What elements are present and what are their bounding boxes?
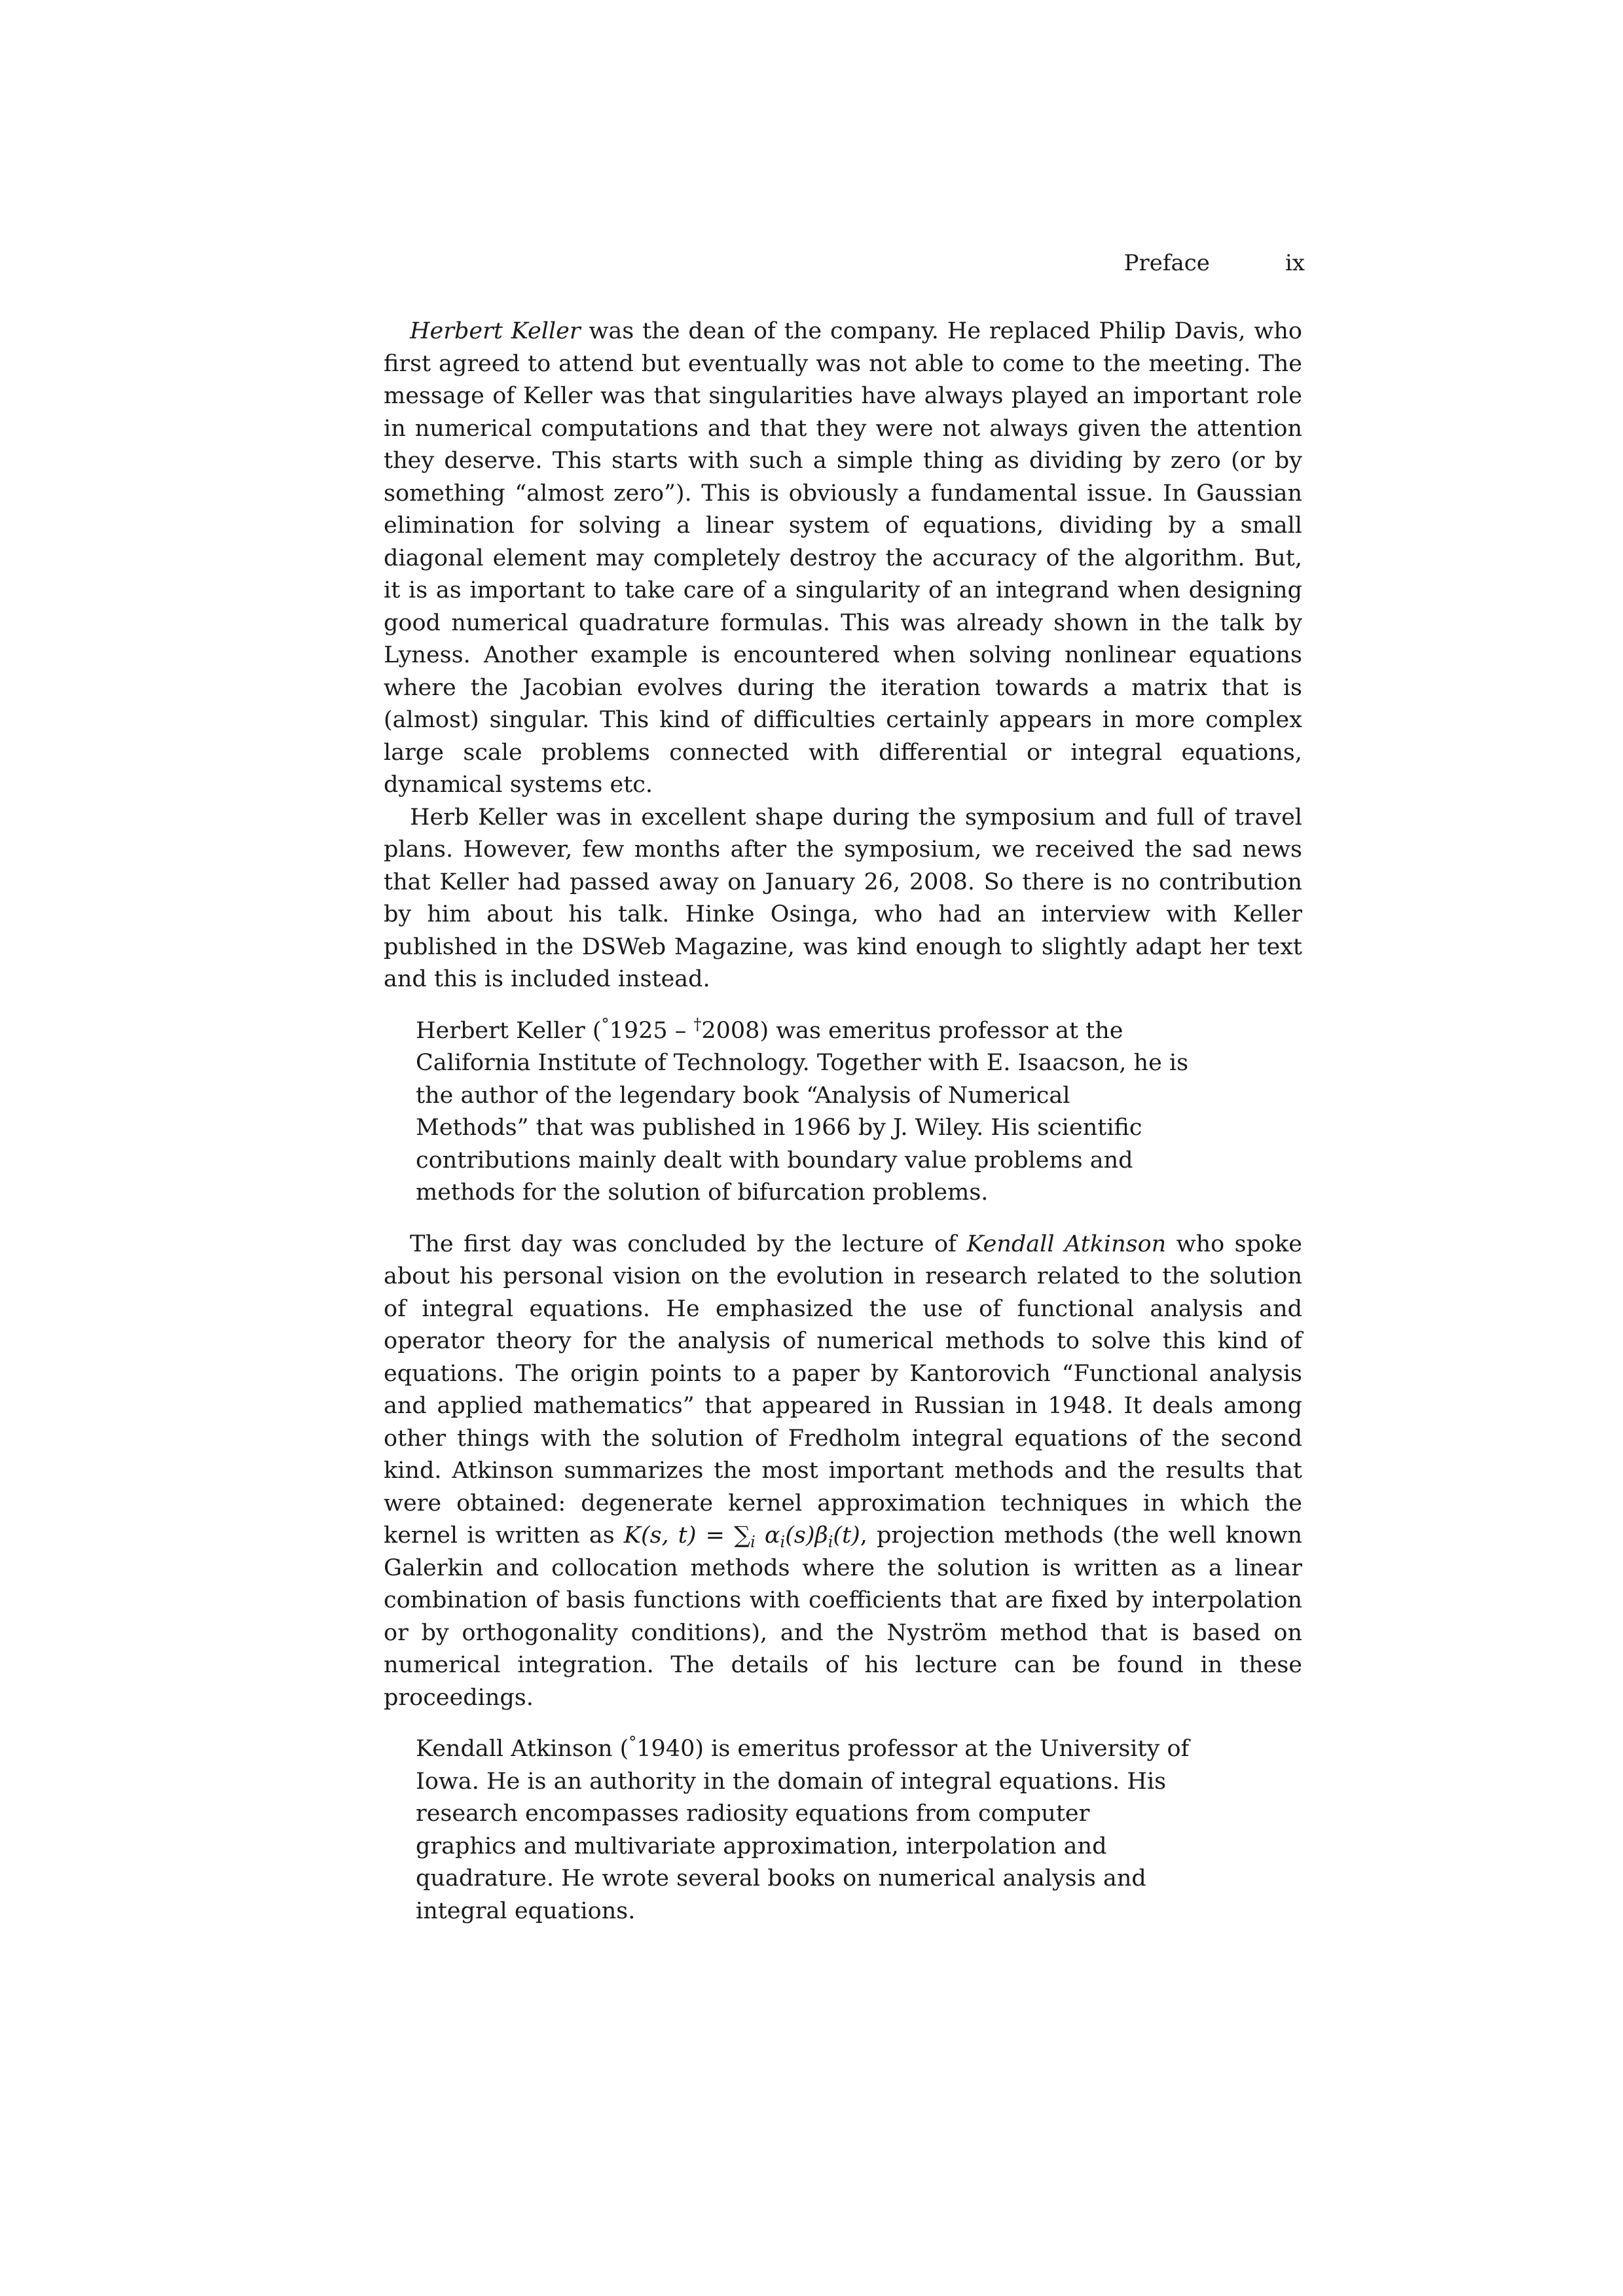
bio-atkinson-prefix: Kendall Atkinson ( (416, 1736, 629, 1762)
formula-sum: = ∑ (696, 1522, 751, 1549)
paragraph-keller (384, 315, 1302, 802)
paragraph-atkinson-tail: , projection methods (the well known Galerkin and collocation methods where the solution is written as a linear combination of basis functions with coefficients that are fixed by interpolation or by orthogonality conditions), and the Nyström method that is based on numerical integration. The details of his lecture can be found in these proceedings. (384, 1522, 1303, 1711)
section-title: Preface (1123, 250, 1210, 276)
bio-keller-prefix: Herbert Keller ( (416, 1017, 602, 1044)
bio-atkinson-rest: 1940) is emeritus professor at the University of Iowa. He is an authority in the domain of integral equations. His research encompasses radiosity equations from computer graphics and multivariate approximation, interpolation and quadrature. He wrote several books on numerical analysis and integral equations. (416, 1736, 1190, 1924)
paragraph-atkinson-body: who spoke about his personal vision on the evolution in research related to the solution of integral equations. He emphasized the use of functional analysis and operator theory for the analysis of numerical methods to solve this kind of equations. The origin points to a paper by Kantorovich “Functional analysis and applied mathematics” that appeared in Russian in 1948. It deals among other things with the solution of Fredholm integral equations of the second kind. Atkinson summarizes the most important methods and the results that were obtained: degenerate kernel approximation techniques in which the kernel is written as (384, 1230, 1302, 1549)
formula-alpha-index: i (780, 1533, 786, 1551)
bio-herbert-keller-text (416, 1015, 1190, 1210)
paragraph-atkinson-intro: The first day was concluded by the lecture of (410, 1230, 967, 1257)
bio-kendall-atkinson (384, 1733, 1302, 1928)
formula-sum-index: i (750, 1533, 756, 1551)
kernel-formula (624, 1522, 860, 1549)
bio-kendall-atkinson-text (416, 1733, 1190, 1928)
paragraph-atkinson (384, 1229, 1302, 1715)
death-symbol: † (693, 1014, 702, 1033)
birth-symbol: ° (601, 1014, 610, 1033)
formula-beta-index: i (828, 1533, 833, 1551)
birth-symbol: ° (629, 1733, 637, 1751)
page-number: ix (1285, 250, 1305, 276)
paragraph-keller-text: was the dean of the company. He replaced Philip Davis, who first agreed to attend but eventually was not able to come to the meeting. The message of Keller was that singularities have always played an important role in numerical computations and that they were not always given the attention they deserve. This starts with such a simple thing as dividing by zero (or by something “almost zero”). This is obviously a fundamental issue. In Gaussian elimination for solving a linear system of equations, dividing by a small diagonal element may completely destroy the accuracy of the algorithm. But, it is as important to take care of a singularity of an integrand when designing good numerical quadrature formulas. This was already shown in the talk by Lyness. Another example is encountered when solving nonlinear equations where the Jacobian evolves during the iteration towards a matrix that is (almost) singular. This kind of difficulties certainly appears in more complex large scale problems connected with differential or integral equations, dynamical systems etc. (384, 318, 1302, 798)
bio-keller-birth: 1925 – (609, 1017, 694, 1044)
running-head (1124, 250, 1305, 276)
name-kendall-atkinson: Kendall Atkinson (966, 1230, 1167, 1257)
formula-end: (t) (833, 1522, 860, 1549)
formula-lhs: K(s, t) (623, 1522, 697, 1549)
bio-herbert-keller (384, 1015, 1302, 1210)
body-text (384, 315, 1302, 1928)
formula-beta: (s)β (785, 1522, 828, 1549)
paragraph-keller-passing: Herb Keller was in excellent shape during the symposium and full of travel plans. However, few months after the symposium, we received the sad news that Keller had passed away on January 26, 2008. So there is no contribution by him about his talk. Hinke Osinga, who had an interview with Keller published in the DSWeb Magazine, was kind enough to slightly adapt her text and this is included instead. (384, 804, 1302, 992)
bio-keller-rest: 2008) was emeritus professor at the California Institute of Technology. Together with E. Isaacson, he is the author of the legendary book “Analysis of Numerical Methods” that was published in 1966 by J. Wiley. His scientific contributions mainly dealt with boundary value problems and methods for the solution of bifurcation problems. (416, 1017, 1189, 1206)
formula-alpha: α (755, 1522, 780, 1549)
name-herbert-keller: Herbert Keller (410, 318, 581, 344)
